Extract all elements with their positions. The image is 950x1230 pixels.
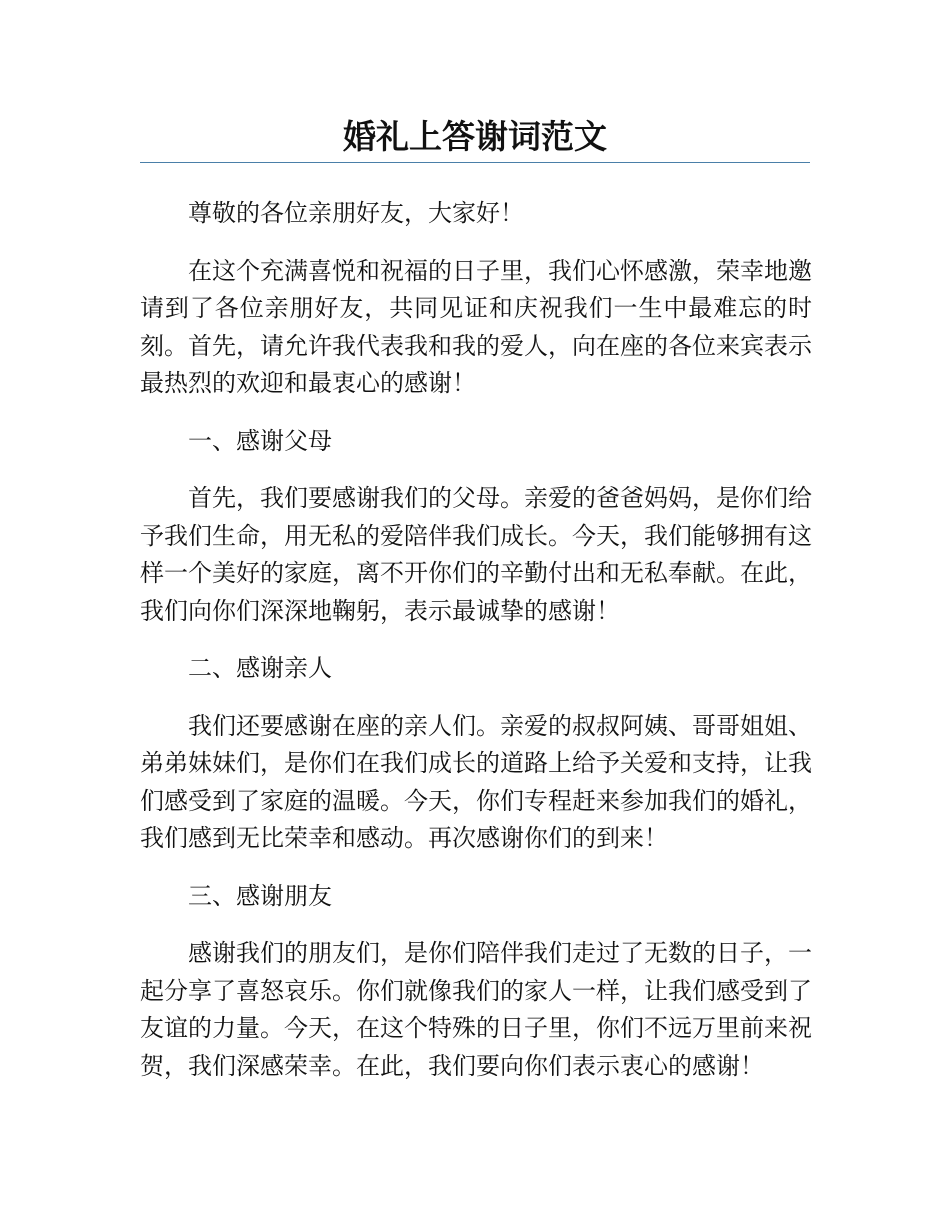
relatives-paragraph: 我们还要感谢在座的亲人们。亲爱的叔叔阿姨、哥哥姐姐、弟弟妹妹们，是你们在我们成长的道路上给予关爱和支持，让我们感受到了家庭的温暖。今天，你们专程赶来参加我们的婚礼，我们感到无比荣幸和感动。再次感谢你们的到来！ bbox=[140, 711, 812, 852]
section-heading-relatives: 二、感谢亲人 bbox=[188, 654, 332, 682]
friends-paragraph: 感谢我们的朋友们，是你们陪伴我们走过了无数的日子，一起分享了喜怒哀乐。你们就像我们的家人一样，让我们感受到了友谊的力量。今天，在这个特殊的日子里，你们不远万里前来祝贺，我们深感荣幸。在此，我们要向你们表示衷心的感谢！ bbox=[140, 939, 812, 1080]
parents-paragraph: 首先，我们要感谢我们的父母。亲爱的爸爸妈妈，是你们给予我们生命，用无私的爱陪伴我们成长。今天，我们能够拥有这样一个美好的家庭，离不开你们的辛勤付出和无私奉献。在此，我们向你们深深地鞠躬，表示最诚挚的感谢！ bbox=[140, 484, 812, 625]
section-heading-friends: 三、感谢朋友 bbox=[188, 881, 332, 910]
intro-paragraph: 在这个充满喜悦和祝福的日子里，我们心怀感激，荣幸地邀请到了各位亲朋好友，共同见证和庆祝我们一生中最难忘的时刻。首先，请允许我代表我和我的爱人，向在座的各位来宾表示最热烈的欢迎和最衷心的感谢！ bbox=[140, 256, 812, 397]
document-body bbox=[140, 195, 812, 1105]
title-underline bbox=[140, 162, 810, 163]
document-title: 婚礼上答谢词范文 bbox=[343, 117, 607, 156]
section-heading-parents: 一、感谢父母 bbox=[188, 426, 332, 455]
greeting-paragraph: 尊敬的各位亲朋好友，大家好！ bbox=[188, 199, 524, 227]
